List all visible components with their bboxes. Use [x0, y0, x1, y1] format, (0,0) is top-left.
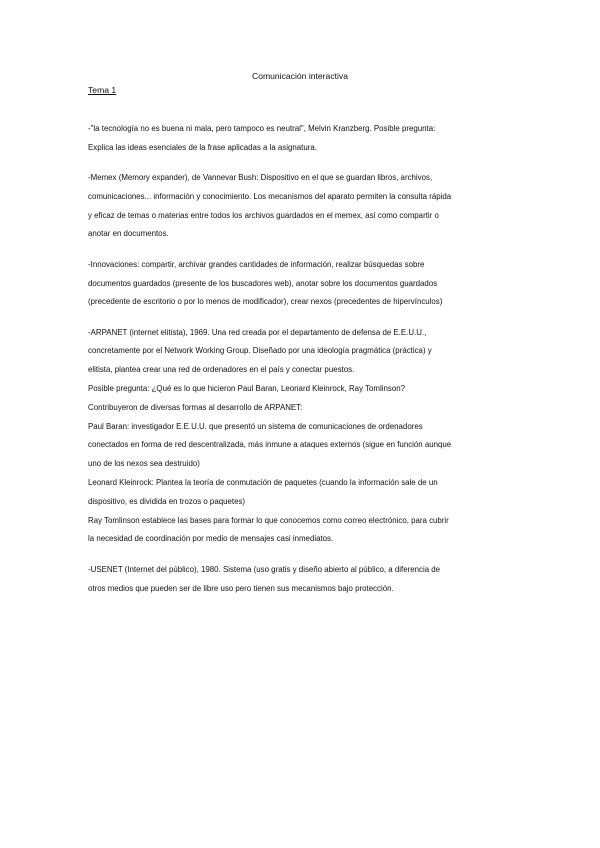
text-line: elitista, plantea crear una red de ordenadores en el país y conectar puestos. — [88, 365, 355, 375]
text-line: Explica las ideas esenciales de la frase aplicadas a la asignatura. — [88, 142, 317, 152]
text-line: documentos guardados (presente de los buscadores web), anotar sobre los documentos guardados — [88, 278, 438, 288]
text-line: concretamente por el Network Working Group. Diseñado por una ideología pragmática (práctica) y — [88, 346, 432, 356]
paragraph-usenet — [88, 561, 528, 599]
paragraph-memex — [88, 169, 528, 244]
text-line: comunicaciones... información y conocimiento. Los mecanismos del aparato permiten la consulta rápida — [88, 191, 452, 201]
text-line: Contribuyeron de diversas formas al desarrollo de ARPANET: — [88, 402, 303, 412]
text-line: conectados en forma de red descentralizada, más inmune a ataques externos (sigue en función aunque — [88, 440, 452, 450]
text-line: anotar en documentos. — [88, 229, 169, 239]
document-body — [88, 120, 528, 610]
text-line: -ARPANET (internet elitista), 1969. Una red creada por el departamento de defensa de E.E.U.U., — [88, 327, 427, 337]
text-line: Leonard Kleinrock: Plantea la teoría de conmutación de paquetes (cuando la información sale de un — [88, 478, 438, 488]
text-line: uno de los nexos sea destruido) — [88, 459, 200, 469]
text-line: -Memex (Memory expander), de Vannevar Bush: Dispositivo en el que se guardan libros, archivos, — [88, 173, 433, 183]
text-line: Paul Baran: investigador E.E.U.U. que presentó un sistema de comunicaciones de ordenadores — [88, 421, 423, 431]
text-line: dispositivo, es dividida en trozos o paquetes) — [88, 496, 246, 506]
paragraph-kranzberg — [88, 120, 528, 158]
paragraph-arpanet — [88, 324, 528, 550]
text-line: Ray Tomlinson establece las bases para formar lo que conocemos como correo electrónico, para cubrir — [88, 515, 449, 525]
text-line: otros medios que pueden ser de libre uso pero tienen sus mecanismos bajo protección. — [88, 583, 394, 593]
document-subtitle: Tema 1 — [88, 85, 117, 95]
text-line: y eficaz de temas o materias entre todos los archivos guardados en el memex, así como compartir o — [88, 210, 439, 220]
text-line: -USENET (Internet del público), 1980. Sistema (uso gratis y diseño abierto al público, a diferencia de — [88, 564, 441, 574]
text-line: Posible pregunta: ¿Qué es lo que hicieron Paul Baran, Leonard Kleinrock, Ray Tomlinson? — [88, 384, 405, 394]
text-line: la necesidad de coordinación por medio de mensajes casi inmediatos. — [88, 534, 334, 544]
document-title: Comunicación interactiva — [251, 71, 348, 81]
paragraph-innovaciones — [88, 256, 528, 312]
text-line: (precedente de escritorio o por lo menos de modificador), crear nexos (precedentes de hipervínculos) — [88, 297, 443, 307]
text-line: -Innovaciones: compartir, archivar grandes cantidades de información, realizar búsquedas sobre — [88, 259, 425, 269]
text-line: -"la tecnología no es buena ni mala, pero tampoco es neutral", Melvin Kranzberg. Posible pregunta: — [88, 124, 436, 133]
